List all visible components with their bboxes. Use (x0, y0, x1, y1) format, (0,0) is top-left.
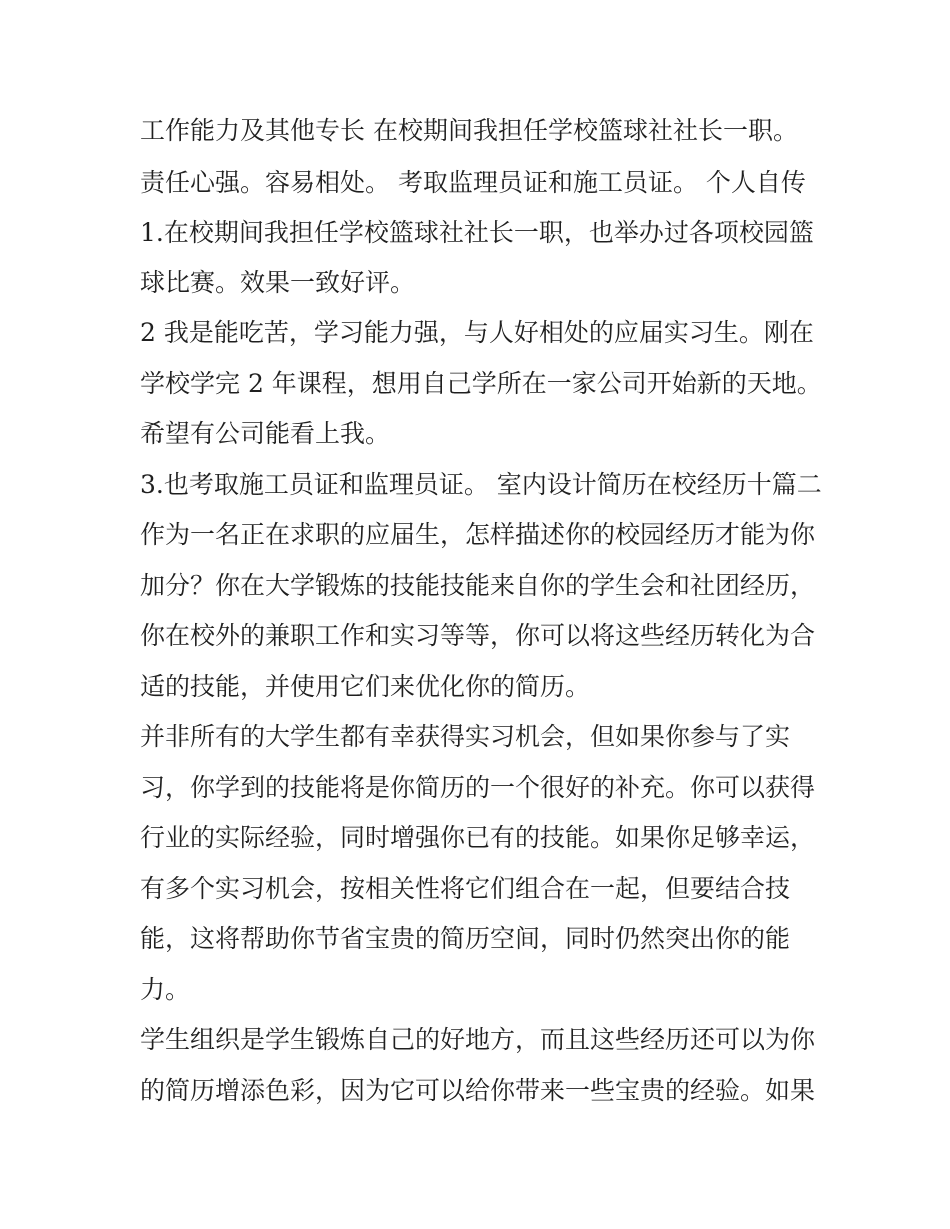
text-line: 1.在校期间我担任学校篮球社社长一职，也举办过各项校园篮 (140, 218, 814, 247)
text-line: 学生组织是学生锻炼自己的好地方，而且这些经历还可以为你 (140, 1025, 816, 1054)
text-line: 学校学完 2 年课程，想用自己学所在一家公司开始新的天地。 (140, 369, 822, 398)
text-line: 球比赛。效果一致好评。 (140, 268, 416, 297)
text-line: 的简历增添色彩，因为它可以给你带来一些宝贵的经验。如果 (140, 1076, 816, 1105)
text-line: 2 我是能吃苦，学习能力强，与人好相处的应届实习生。刚在 (140, 318, 814, 347)
text-line: 行业的实际经验，同时增强你已有的技能。如果你足够幸运， (140, 823, 816, 852)
text-line: 希望有公司能看上我。 (140, 419, 391, 448)
text-line: 习，你学到的技能将是你简历的一个很好的补充。你可以获得 (140, 773, 816, 802)
text-line: 你在校外的兼职工作和实习等等，你可以将这些经历转化为合 (140, 621, 816, 650)
text-line: 责任心强。容易相处。 考取监理员证和施工员证。 个人自传 (140, 168, 806, 197)
text-line: 作为一名正在求职的应届生，怎样描述你的校园经历才能为你 (140, 520, 816, 549)
text-line: 有多个实习机会，按相关性将它们组合在一起，但要结合技 (140, 874, 791, 903)
text-line: 工作能力及其他专长 在校期间我担任学校篮球社社长一职。 (140, 116, 798, 145)
text-line: 加分？你在大学锻炼的技能技能来自你的学生会和社团经历， (140, 571, 816, 600)
text-line: 能，这将帮助你节省宝贵的简历空间，同时仍然突出你的能 (140, 924, 791, 953)
text-line: 适的技能，并使用它们来优化你的简历。 (140, 672, 591, 701)
text-line: 3.也考取施工员证和监理员证。 室内设计简历在校经历十篇二 (140, 470, 822, 499)
text-line: 并非所有的大学生都有幸获得实习机会，但如果你参与了实 (140, 722, 791, 751)
text-line: 力。 (140, 975, 191, 1004)
